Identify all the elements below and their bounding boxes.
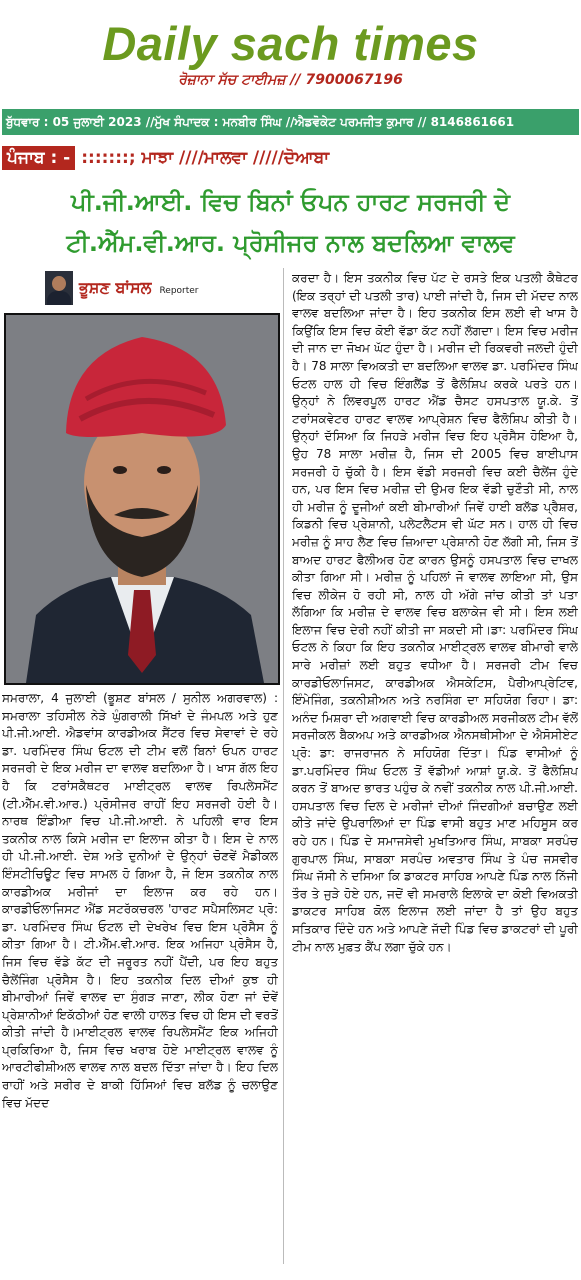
article-column-left: ਸਮਰਾਲਾ, 4 ਜੁਲਾਈ (ਭੂਸ਼ਣ ਬਾਂਸਲ / ਸੁਨੀਲ ਅਗਰਵਾਲ) : ਸਮਰਾਲਾ ਤਹਿਸੀਲ ਨੇੜੇ ਘੁੰਗਰਾਲੀ ਸਿੱਖਾਂ ਦੇ ਜੰਮਪਲ ਅਤੇ ਹੁਣ ਪੀ.ਜੀ.ਆਈ. ਐਡਵਾਂਸ ਕਾਰਡੀਅਕ ਸੈਂਟਰ ਵਿਚ ਸੇਵਾਵਾਂ ਦੇ ਰਹੇ ਡਾ. ਪਰਮਿੰਦਰ ਸਿੰਘ ਓਟਲ ਦੀ ਟੀਮ ਵਲੋਂ ਬਿਨਾਂ ਓਪਨ ਹਾਰਟ ਸਰਜਰੀ ਦੇ ਇਕ ਮਰੀਜ ਦਾ ਵਾਲਵ ਬਦਲਿਆ ਹੈ। ਖਾਸ ਗੱਲ ਇਹ ਹੈ ਕਿ ਟਰਾਂਸਕੈਥਟਰ ਮਾਈਟ੍ਰਲ ਵਾਲਵ ਰਿਪਲੇਸਮੈਂਟ (ਟੀ.ਐੱਮ.ਵੀ.ਆਰ.) ਪ੍ਰੋਸੀਜਰ ਰਾਹੀਂ ਇਹ ਸਰਜਰੀ ਹੋਈ ਹੈ। ਨਾਰਥ ਇੰਡੀਆ ਵਿਚ ਪੀ.ਜੀ.ਆਈ. ਨੇ ਪਹਿਲੀ ਵਾਰ ਇਸ ਤਕਨੀਕ ਨਾਲ ਕਿਸੇ ਮਰੀਜ ਦਾ ਇਲਾਜ ਕੀਤਾ ਹੈ। ਇਸ ਦੇ ਨਾਲ ਹੀ ਪੀ.ਜੀ.ਆਈ. ਦੇਸ਼ ਅਤੇ ਦੁਨੀਆਂ ਦੇ ਉਨ੍ਹਾਂ ਚੋਣਵੇਂ ਮੈਡੀਕਲ ਇੰਸਟੀਚਿਊਟ ਵਿਚ ਸਾਮਲ ਹੋ ਗਿਆ ਹੈ, ਜੋ ਇਸ ਤਕਨੀਕ ਨਾਲ ਕਾਰਡੀਅਕ ਮਰੀਜਾਂ ਦਾ ਇਲਾਜ ਕਰ ਰਹੇ ਹਨ। ਕਾਰਡੀਓਲਾਜਿਸਟ ਐਂਡ ਸਟਰੱਕਚਰਲ 'ਹਾਰਟ ਸਪੈਸਲਿਸਟ ਪ੍ਰੋ: ਡਾ. ਪਰਮਿੰਦਰ ਸਿੰਘ ਓਟਲ ਦੀ ਦੇਖਰੇਖ ਵਿਚ ਇਸ ਪ੍ਰੋਸੈਸ ਨੂੰ ਕੀਤਾ ਗਿਆ ਹੈ। ਟੀ.ਐੱਮ.ਵੀ.ਆਰ. ਇਕ ਅਜਿਹਾ ਪ੍ਰੋਸੈਸ ਹੈ, ਜਿਸ ਵਿਚ ਵੱਡੇ ਕੱਟ ਦੀ ਜਰੂਰਤ ਨਹੀਂ ਪੈਂਦੀ, ਪਰ ਇਹ ਬਹੁਤ ਚੈਲੇਂਜਿੰਗ ਪ੍ਰੋਸੈਸ ਹੈ। ਇਹ ਤਕਨੀਕ ਦਿਲ ਦੀਆਂ ਕੁਝ ਹੀ ਬੀਮਾਰੀਆਂ ਜਿਵੇਂ ਵਾਲਵ ਦਾ ਸੁੰਗੜ ਜਾਣਾ, ਲੀਕ ਹੋਣਾ ਜਾਂ ਦੋਵੇਂ ਪ੍ਰੇਸ਼ਾਨੀਆਂ ਇਕੱਠੀਆਂ ਹੋਣ ਵਾਲੀ ਹਾਲਤ ਵਿਚ ਹੀ ਇਸ ਦੀ ਵਰਤੋਂ ਕੀਤੀ ਜਾਂਦੀ ਹੈ।ਮਾਈਟ੍ਰਲ ਵਾਲਵ ਰਿਪਲੇਸਮੈਂਟ ਇਕ ਅਜਿਹੀ ਪ੍ਰਕਿਰਿਆ ਹੈ, ਜਿਸ ਵਿਚ ਖਰਾਬ ਹੋਏ ਮਾਈਟ੍ਰਲ ਵਾਲਵ ਨੂੰ ਆਰਟੀਫੀਸ਼ੀਅਲ ਵਾਲਵ ਨਾਲ ਬਦਲ ਦਿੱਤਾ ਜਾਂਦਾ ਹੈ। ਇਹ ਦਿਲ ਰਾਹੀਂ ਅਤੇ ਸਰੀਰ ਦੇ ਬਾਕੀ ਹਿੱਸਿਆਂ ਵਿਚ ਬਲੱਡ ਨੂੰ ਚਲਾਉਣ ਵਿਚ ਮੱਦਦ <box>2 691 278 1110</box>
headline-line-1: ਪੀ.ਜੀ.ਆਈ. ਵਿਚ ਬਿਨਾਂ ਓਪਨ ਹਾਰਟ ਸਰਜਰੀ ਦੇ <box>71 188 510 216</box>
section-list: :::::::; ਮਾਝਾ ////ਮਾਲਵਾ /////ਦੋਆਬਾ <box>81 148 330 168</box>
newspaper-title: Daily sach times <box>102 17 479 70</box>
reporter-name: ਭੂਸ਼ਣ ਬਾਂਸਲ <box>79 278 152 297</box>
doctor-portrait-image <box>6 315 278 683</box>
doctor-photo <box>4 313 280 685</box>
column-divider <box>283 268 284 1264</box>
byline <box>45 270 199 306</box>
section-bar <box>0 146 581 170</box>
reporter-role: Reporter <box>159 286 199 296</box>
article-column-right: ਕਰਦਾ ਹੈ। ਇਸ ਤਕਨੀਕ ਵਿਚ ਪੱਟ ਦੇ ਰਸਤੇ ਇਕ ਪਤਲੀ ਕੈਥੇਟਰ (ਇਕ ਤਰ੍ਹਾਂ ਦੀ ਪਤਲੀ ਤਾਰ) ਪਾਈ ਜਾਂਦੀ ਹੈ, ਜਿਸ ਦੀ ਮੱਦਦ ਨਾਲ ਵਾਲਵ ਬਦਲਿਆ ਜਾਂਦਾ ਹੈ। ਇਹ ਤਕਨੀਕ ਇਸ ਲਈ ਵੀ ਖਾਸ ਹੈ ਕਿਉਂਕਿ ਇਸ ਵਿਚ ਕੋਈ ਵੱਡਾ ਕੱਟ ਨਹੀਂ ਲੱਗਦਾ। ਇਸ ਵਿਚ ਮਰੀਜ ਦੀ ਜਾਨ ਦਾ ਜੋਖਮ ਘੱਟ ਹੁੰਦਾ ਹੈ। ਮਰੀਜ ਦੀ ਰਿਕਵਰੀ ਜਲਦੀ ਹੁੰਦੀ ਹੈ। 78 ਸਾਲਾ ਵਿਅਕਤੀ ਦਾ ਬਦਲਿਆ ਵਾਲਵ ਡਾ. ਪਰਮਿੰਦਰ ਸਿੰਘ ਓਟਲ ਹਾਲ ਹੀ ਵਿਚ ਇੰਗਲੈਂਡ ਤੋਂ ਫੈਲੋਸ਼ਿਪ ਕਰਕੇ ਪਰਤੇ ਹਨ। ਉਨ੍ਹਾਂ ਨੇ ਲਿਵਰਪੂਲ ਹਾਰਟ ਐਂਡ ਚੈਸਟ ਹਸਪਤਾਲ ਯੂ.ਕੇ. ਤੋਂ ਟਰਾਂਸਕਵੇਟਰ ਹਾਰਟ ਵਾਲਵ ਆਪ੍ਰੇਸ਼ਨ ਵਿਚ ਫੈਲੋਸ਼ਿਪ ਕੀਤੀ ਹੈ। ਉਨ੍ਹਾਂ ਦੱਸਿਆ ਕਿ ਜਿਹੜੇ ਮਰੀਜ ਵਿਚ ਇਹ ਪ੍ਰੋਸੈਸ ਹੋਇਆ ਹੈ, ਉਹ 78 ਸਾਲਾ ਮਰੀਜ਼ ਹੈ, ਜਿਸ ਦੀ 2005 ਵਿਚ ਬਾਈਪਾਸ ਸਰਜਰੀ ਹੋ ਚੁੱਕੀ ਹੈ। ਇਸ ਵੱਡੀ ਸਰਜਰੀ ਵਿਚ ਕਈ ਚੈਲੇਂਜ ਹੁੰਦੇ ਹਨ, ਪਰ ਇਸ ਵਿਚ ਮਰੀਜ਼ ਦੀ ਉਮਰ ਇਕ ਵੱਡੀ ਚੁਣੌਤੀ ਸੀ, ਨਾਲ ਹੀ ਮਰੀਜ਼ ਨੂੰ ਦੂਜੀਆਂ ਕਈ ਬੀਮਾਰੀਆਂ ਜਿਵੇਂ ਹਾਈ ਬਲੱਡ ਪ੍ਰੈਸ਼ਰ, ਕਿਡਨੀ ਵਿਚ ਪ੍ਰੇਸ਼ਾਨੀ, ਪਲੇਟਲੈਟਸ ਵੀ ਘੱਟ ਸਨ। ਹਾਲ ਹੀ ਵਿਚ ਮਰੀਜ਼ ਨੂੰ ਸਾਹ ਲੈਣ ਵਿਚ ਜ਼ਿਆਦਾ ਪ੍ਰੇਸ਼ਾਨੀ ਹੋਣ ਲੱਗੀ ਸੀ, ਜਿਸ ਤੋਂ ਬਾਅਦ ਹਾਰਟ ਫੈਲੀਅਰ ਹੋਣ ਕਾਰਨ ਉਸਨੂੰ ਹਸਪਤਾਲ ਵਿਚ ਦਾਖਲ ਕੀਤਾ ਗਿਆ ਸੀ। ਮਰੀਜ਼ ਨੂੰ ਪਹਿਲਾਂ ਜੋ ਵਾਲਵ ਲਾਇਆ ਸੀ, ਉਸ ਵਿਚ ਲੀਕੇਜ ਹੋ ਰਹੀ ਸੀ, ਨਾਲ ਹੀ ਅੱਗੇ ਜਾਂਚ ਕੀਤੀ ਤਾਂ ਪਤਾ ਲੱਗਿਆ ਕਿ ਮਰੀਜ਼ ਦੇ ਵਾਲਵ ਵਿਚ ਬਲਾਕੇਜ ਵੀ ਸੀ। ਇਸ ਲਈ ਇਲਾਜ ਵਿਚ ਦੇਰੀ ਨਹੀਂ ਕੀਤੀ ਜਾ ਸਕਦੀ ਸੀ।ਡਾ: ਪਰਮਿੰਦਰ ਸਿੰਘ ਓਟਲ ਨੇ ਕਿਹਾ ਕਿ ਇਹ ਤਕਨੀਕ ਮਾਈਟ੍ਰਲ ਵਾਲਵ ਬੀਮਾਰੀ ਵਾਲੇ ਸਾਰੇ ਮਰੀਜ਼ਾਂ ਲਈ ਬਹੁਤ ਵਧੀਆ ਹੈ। ਸਰਜਰੀ ਟੀਮ ਵਿਚ ਕਾਰਡੀਓਲਾਜਿਸਟ, ਕਾਰਡੀਅਕ ਐਸਕੇਟਿਸ, ਪੈਰੀਆਪ੍ਰੇਟਿਵ, ਇੰਮੇਜਿੰਗ, ਤਕਨੀਸ਼ੀਅਨ ਅਤੇ ਨਰਸਿੰਗ ਦਾ ਸਹਿਯੋਗ ਰਿਹਾ। ਡਾ: ਅਨੰਦ ਮਿਸ਼ਰਾ ਦੀ ਅਗਵਾਈ ਵਿਚ ਕਾਰਡੀਅਲ ਸਰਜੀਕਲ ਟੀਮ ਵੱਲੋਂ ਸਰਜੀਕਲ ਬੈਕਅਪ ਅਤੇ ਕਾਰਡੀਅਕ ਐਨਸਥੀਸੀਆ ਦੇ ਐਸੋਸੀਏਟ ਪ੍ਰੋ: ਡਾ: ਰਾਜਰਾਜਨ ਨੇ ਸਹਿਯੋਗ ਦਿੱਤਾ। ਪਿੰਡ ਵਾਸੀਆਂ ਨੂੰ ਡਾ.ਪਰਮਿੰਦਰ ਸਿੰਘ ਓਟਲ ਤੋਂ ਵੱਡੀਆਂ ਆਸ਼ਾਂ ਯੂ.ਕੇ. ਤੋਂ ਫੈਲੋਸ਼ਿਪ ਕਰਨ ਤੋਂ ਬਾਅਦ ਭਾਰਤ ਪਹੁੰਚ ਕੇ ਨਵੀਂ ਤਕਨੀਕ ਨਾਲ ਪੀ.ਜੀ.ਆਈ. ਹਸਪਤਾਲ ਵਿਚ ਦਿਲ ਦੇ ਮਰੀਜਾਂ ਦੀਆਂ ਜਿੰਦਗੀਆਂ ਬਚਾਉਣ ਲਈ ਕੀਤੇ ਜਾਂਦੇ ਉਪਰਾਲਿਆਂ ਦਾ ਪਿੰਡ ਵਾਸੀ ਬਹੁਤ ਮਾਣ ਮਹਿਸੂਸ ਕਰ ਰਹੇ ਹਨ। ਪਿੰਡ ਦੇ ਸਮਾਜਸੇਵੀ ਮੁਖਤਿਆਰ ਸਿੰਘ, ਸਾਬਕਾ ਸਰਪੰਚ ਗੁਰਪਾਲ ਸਿੰਘ, ਸਾਬਕਾ ਸਰਪੰਚ ਅਵਤਾਰ ਸਿੰਘ ਤੇ ਪੰਚ ਜਸਵੀਰ ਸਿੰਘ ਜੱਸੀ ਨੇ ਦਸਿਆ ਕਿ ਡਾਕਟਰ ਸਾਹਿਬ ਆਪਣੇ ਪਿੰਡ ਨਾਲ ਨਿੱਜੀ ਤੌਰ ਤੇ ਜੁੜੇ ਹੋਏ ਹਨ, ਜਦੋਂ ਵੀ ਸਮਰਾਲੇ ਇਲਾਕੇ ਦਾ ਕੋਈ ਵਿਅਕਤੀ ਡਾਕਟਰ ਸਾਹਿਬ ਕੋਲ ਇਲਾਜ ਲਈ ਜਾਂਦਾ ਹੈ ਤਾਂ ਉਹ ਬਹੁਤ ਸਤਿਕਾਰ ਦਿੰਦੇ ਹਨ ਅਤੇ ਆਪਣੇ ਜੱਦੀ ਪਿੰਡ ਵਿਚ ਡਾਕਟਰਾਂ ਦੀ ਪੂਰੀ ਟੀਮ ਨਾਲ ਮੁਫ਼ਤ ਕੈਂਪ ਲਗਾ ਚੁੱਕੇ ਹਨ। <box>292 271 578 954</box>
headline <box>0 182 581 264</box>
newspaper-subtitle: ਰੋਜ਼ਾਨਾ ਸੱਚ ਟਾਈਮਜ਼ // 7900067196 <box>178 72 403 88</box>
section-label: ਪੰਜਾਬ : - <box>2 146 75 170</box>
headline-line-2: ਟੀ.ਐੱਮ.ਵੀ.ਆਰ. ਪ੍ਰੋਸੀਜਰ ਨਾਲ ਬਦਲਿਆ ਵਾਲਵ <box>66 229 515 257</box>
reporter-avatar <box>45 271 73 305</box>
issue-info-bar: ਬੁੱਧਵਾਰ : 05 ਜੁਲਾਈ 2023 //ਮੁੱਖ ਸੰਪਾਦਕ : ਮਨਬੀਰ ਸਿੰਘ //ਐਡਵੋਕੇਟ ਪਰਮਜੀਤ ਕੁਮਾਰ // 8146861661 <box>2 109 579 135</box>
masthead <box>0 18 581 88</box>
